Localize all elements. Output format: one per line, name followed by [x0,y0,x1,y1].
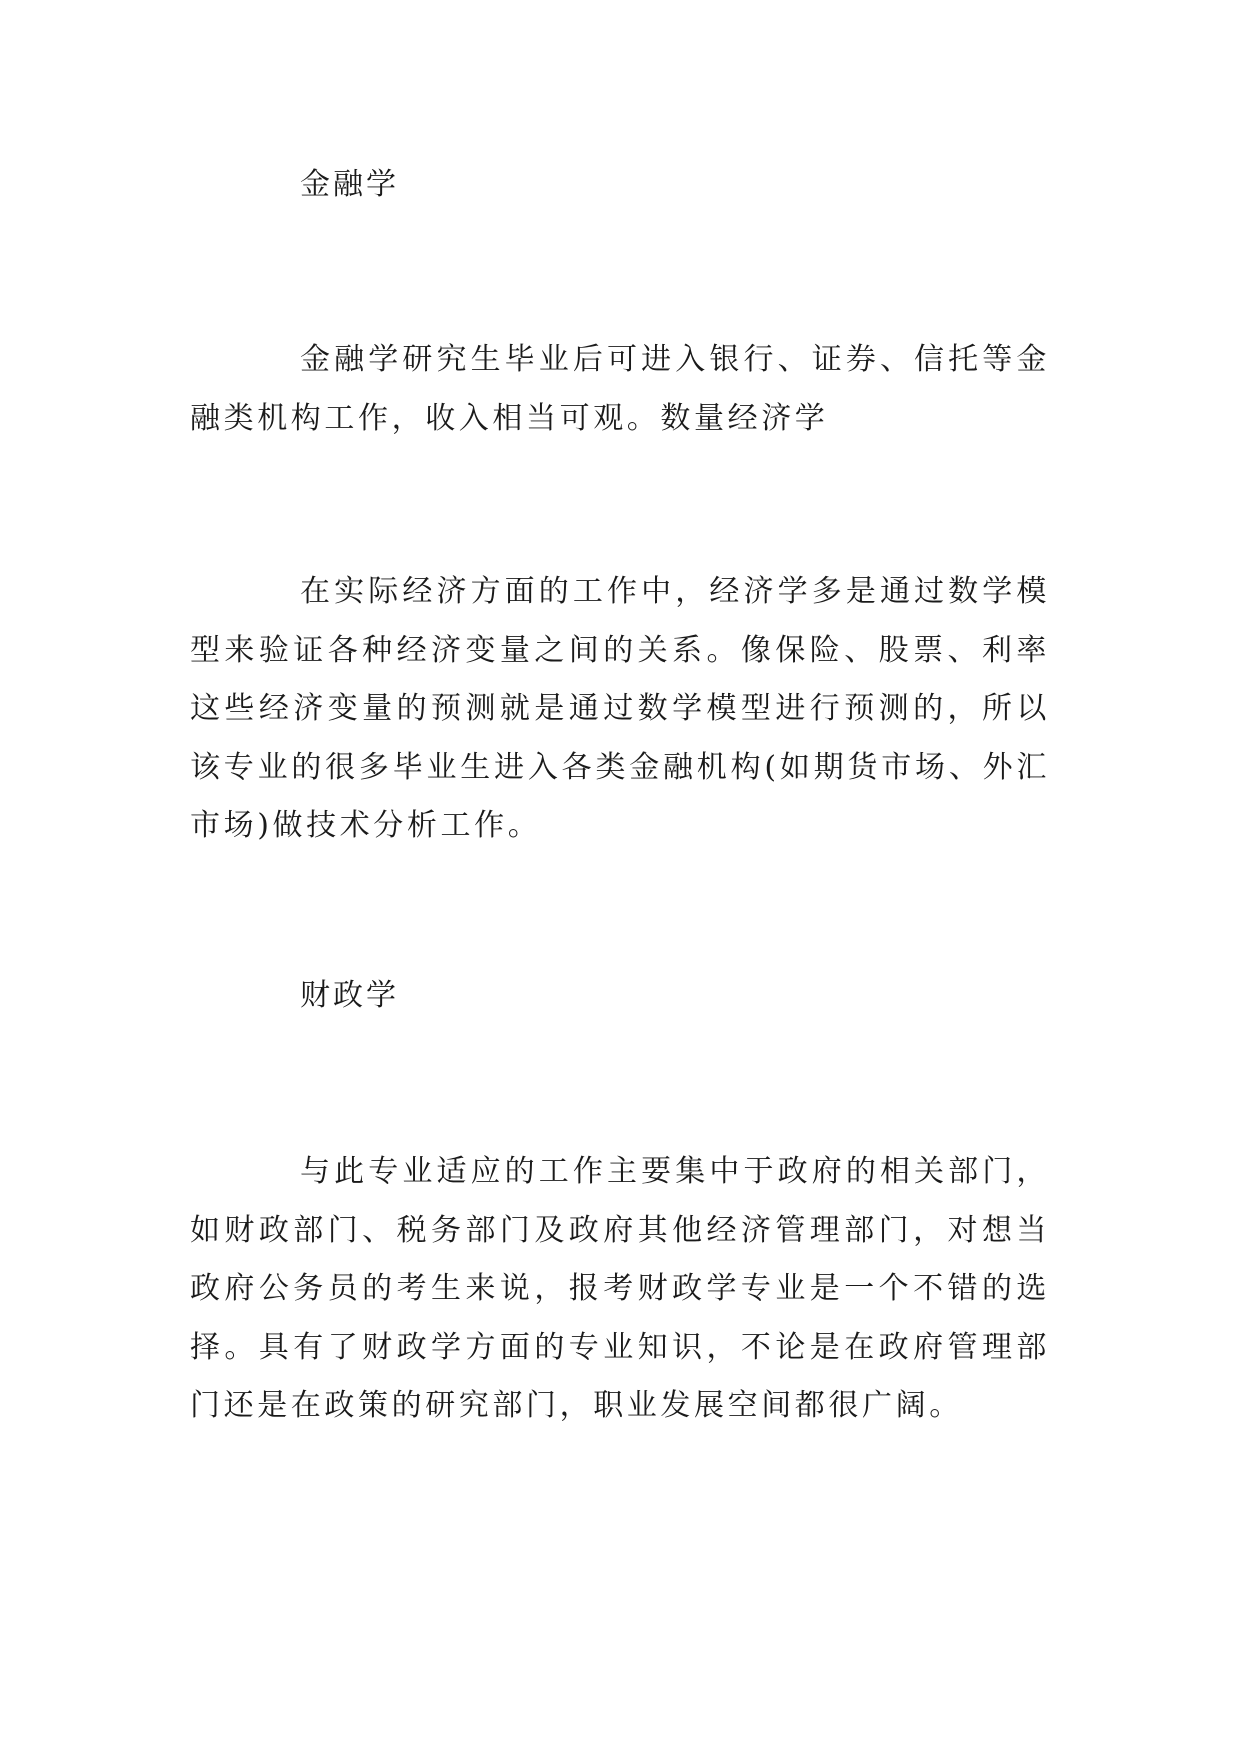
section-heading-public-finance: 财政学 [300,978,399,1013]
paragraph-quantitative-economics: 在实际经济方面的工作中，经济学多是通过数学模型来验证各种经济变量之间的关系。像保险、股票、利率这些经济变量的预测就是通过数学模型进行预测的，所以该专业的很多毕业生进入各类金融机构(如期货市场、外汇市场)做技术分析工作。 [190,574,1050,843]
paragraph-finance: 金融学研究生毕业后可进入银行、证券、信托等金融类机构工作，收入相当可观。数量经济学 [190,342,1050,436]
section-heading-finance: 金融学 [300,167,399,202]
paragraph-public-finance: 与此专业适应的工作主要集中于政府的相关部门，如财政部门、税务部门及政府其他经济管理部门，对想当政府公务员的考生来说，报考财政学专业是一个不错的选择。具有了财政学方面的专业知识，不论是在政府管理部门还是在政策的研究部门，职业发展空间都很广阔。 [190,1154,1050,1423]
